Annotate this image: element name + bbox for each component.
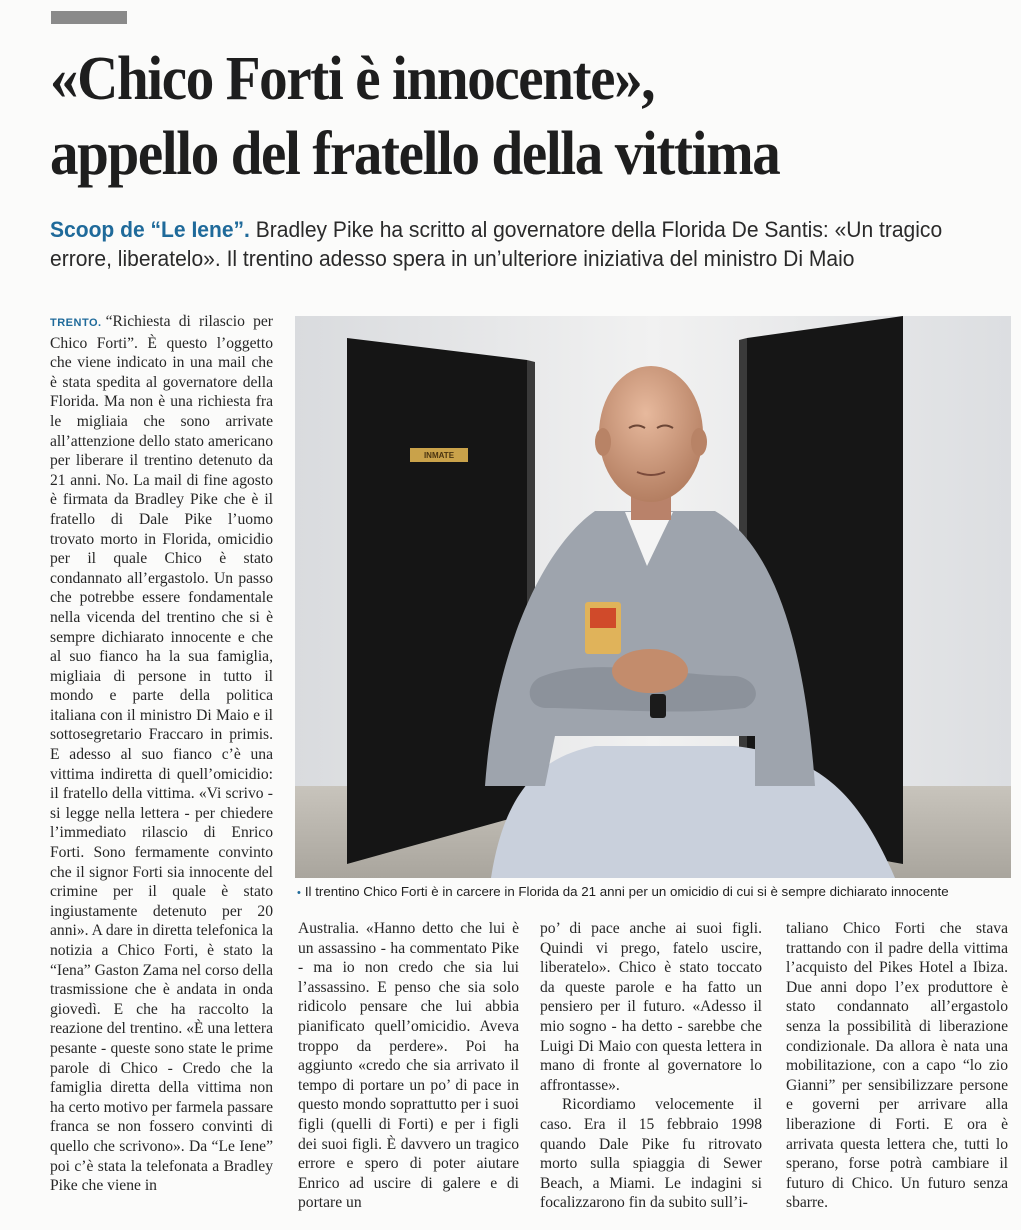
subheadline-lead: Scoop de “Le Iene”. — [50, 217, 250, 242]
caption-bullet-icon: • — [297, 887, 301, 899]
headline-line-1: «Chico Forti è innocente», — [50, 45, 655, 113]
article-photo — [295, 316, 1011, 878]
subheadline-line-1 — [50, 215, 952, 244]
dateline: TRENTO. — [50, 317, 102, 329]
article-column-2 — [298, 919, 519, 1213]
article-column-1-text: “Richiesta di rilascio per Chico Forti”. È questo l’oggetto che viene indicato in una mail che è stata spedita al governatore della Florida. Ma non è una richiesta fra le migliaia che sono arrivate all’attenzione dello stato americano per liberare il trentino detenuto da 21 anni. No. La mail di fine agosto è firmata da Bradley Pike che è il fratello di Dale Pike l’uomo trovato morto in Florida, omicidio per il quale Chico è stato condannato all’ergastolo. Un passo che potrebbe essere fondamentale nella vicenda del trentino che si è sempre dichiarato innocente e che al suo fianco ha la sua famiglia, migliaia di persone in tutto il mondo e parte della politica italiana con il ministro Di Maio e il sottosegretario Fraccaro in primis. E adesso al suo fianco c’è una vittima indiretta di quell’omicidio: il fratello della vittima. «Vi scrivo - si legge nella lettera - per chiedere l’immediato rilascio di Enrico Forti. Sono fermamente convinto che il signor Forti sia innocente del crimine per il quale è stato ingiustamente detenuto per 20 anni». A dare in diretta telefonica la notizia a Chico Forti, è stato la “Iena” Gaston Zama nel corso della trasmissione che è andata in onda giovedì. E che ha raccolto la reazione del trentino. «È una lettera pesante - queste sono state le prime parole di Chico - Credo che la famiglia diretta della vittima non ha certo motivo per farmela passare franca se non fossero convinti di quello che scrivono». Da “Le Iene” poi c’è stata la telefonata a Bradley Pike che viene in — [50, 313, 273, 1195]
door-sign-text: INMATE — [423, 451, 455, 460]
subheadline — [50, 215, 952, 273]
headline-line-2: appello del fratello della vittima — [50, 120, 780, 188]
article-column-3-paragraph-2: Ricordiamo velocemente il caso. Era il 15 febbraio 1998 quando Dale Pike fu ritrovato morto sulla spiaggia di Sewer Beach, a Miami. Le indagini si focalizzarono fin da subito sull’i- — [540, 1096, 762, 1212]
article-column-3-paragraph-1: po’ di pace anche ai suoi figli. Quindi vi prego, fatelo uscire, liberatelo». Chico è stato toccato da queste parole e ha fatto un pensiero per il futuro. «Adesso il mio sogno - ha detto - sarebbe che Luigi Di Maio con questa lettera in mano di fronte al governatore lo affrontasse». — [540, 920, 762, 1094]
wristwatch — [650, 694, 666, 718]
section-tag-bar — [51, 11, 127, 24]
subheadline-line-2: errore, liberatelo». Il trentino adesso spera in un’ulteriore iniziativa del ministro Di Maio — [50, 246, 855, 271]
article-column-2-text: Australia. «Hanno detto che lui è un assassino - ha commentato Pike - ma io non credo che sia lui l’assassino. E penso che sia solo ridicolo pensare che lui abbia pianificato quell’omicidio. Aveva troppo da perdere». Poi ha aggiunto «credo che sia arrivato il tempo di portare un po’ di pace in questo mondo soprattutto per i suoi figli (quelli di Forti) e per i figli dei suoi figli. È davvero un tragico errore e spero di poter aiutare Enrico ad uscire di galere e di portare un — [298, 920, 519, 1212]
article-column-4 — [786, 919, 1008, 1213]
article-column-1 — [50, 312, 273, 1196]
face — [599, 366, 703, 502]
prisoner-photo-illustration — [295, 316, 1011, 878]
subheadline-text-1: Bradley Pike ha scritto al governatore della Florida De Santis: «Un tragico — [249, 217, 943, 242]
headline — [50, 42, 938, 192]
article-column-4-text: taliano Chico Forti che stava trattando con il padre della vittima l’acquisto del Pikes Hotel a Ibiza. Due anni dopo l’ex produttore è stato condannato all’ergastolo senza la possibilità di liberazione condizionale. Da allora è nata una mobilitazione, con a capo “lo zio Gianni” per sensibilizzare persone e governi per arrivare alla liberazione di Forti. E ora è arrivata questa lettera che, tutti lo sperano, forse potrà cambiare il futuro di Chico. Un futuro senza sbarre. — [786, 920, 1008, 1212]
photo-caption — [297, 884, 1017, 901]
photo-caption-text: Il trentino Chico Forti è in carcere in Florida da 21 anni per un omicidio di cui si è sempre dichiarato innocente — [304, 884, 949, 899]
article-column-3 — [540, 919, 762, 1213]
